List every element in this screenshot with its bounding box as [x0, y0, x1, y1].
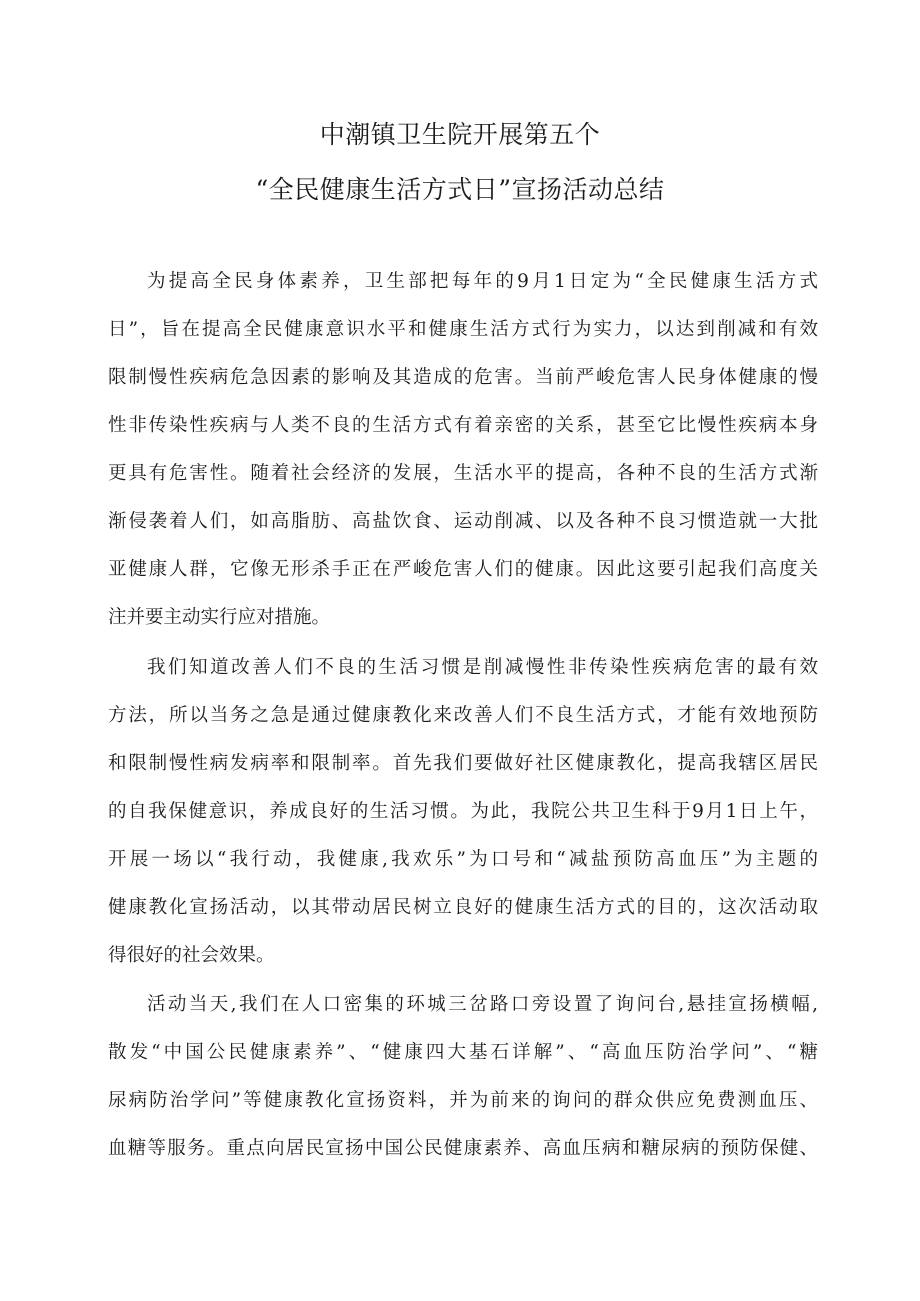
- paragraph-1-line: 性非传染性疾病与人类不良的生活方式有着亲密的关系，甚至它比慢性疾病本身: [108, 415, 818, 436]
- paragraph-1-line: 限制慢性疾病危急因素的影响及其造成的危害。当前严峻危害人民身体健康的慢: [108, 367, 818, 388]
- paragraph-1-line: 渐侵袭着人们，如高脂肪、高盐饮食、运动削减、以及各种不良习惯造就一大批: [108, 511, 818, 532]
- paragraph-2-line: 健康教化宣扬活动，以其带动居民树立良好的健康生活方式的目的，这次活动取: [108, 897, 818, 918]
- paragraph-1-line: 亚健康人群，它像无形杀手正在严峻危害人们的健康。因此这要引起我们高度关: [108, 559, 818, 580]
- paragraph-1-line: 注并要主动实行应对措施。: [108, 607, 331, 628]
- paragraph-2-line: 和限制慢性病发病率和限制率。首先我们要做好社区健康教化，提高我辖区居民: [108, 753, 818, 774]
- paragraph-3-line: 尿病防治学问”等健康教化宣扬资料，并为前来的询问的群众供应免费测血压、: [108, 1090, 818, 1111]
- paragraph-1-line: 更具有危害性。随着社会经济的发展，生活水平的提高，各种不良的生活方式渐: [108, 463, 818, 484]
- document-title-line-1: 中潮镇卫生院开展第五个: [319, 120, 601, 149]
- paragraph-1-line: 为提高全民身体素养，卫生部把每年的9月1日定为“全民健康生活方式: [147, 271, 818, 292]
- paragraph-2-line: 方法，所以当务之急是通过健康教化来改善人们不良生活方式，才能有效地预防: [108, 705, 818, 726]
- paragraph-2-line: 开展一场以“我行动，我健康,我欢乐”为口号和“减盐预防高血压”为主题的: [108, 849, 818, 870]
- paragraph-3-line: 散发“中国公民健康素养”、“健康四大基石详解”、“高血压防治学问”、“糖: [108, 1042, 818, 1063]
- paragraph-2-line: 的自我保健意识，养成良好的生活习惯。为此，我院公共卫生科于9月1日上午，: [108, 801, 818, 822]
- paragraph-2-line: 得很好的社会效果。: [108, 945, 275, 966]
- paragraph-2-line: 我们知道改善人们不良的生活习惯是削减慢性非传染性疾病危害的最有效: [147, 657, 818, 678]
- document-title-line-2: “全民健康生活方式日”宣扬活动总结: [255, 175, 665, 204]
- paragraph-3-line: 血糖等服务。重点向居民宣扬中国公民健康素养、高血压病和糖尿病的预防保健、: [108, 1138, 818, 1159]
- paragraph-3-line: 活动当天,我们在人口密集的环城三岔路口旁设置了询问台,悬挂宣扬横幅,: [147, 994, 818, 1015]
- paragraph-1-line: 日”，旨在提高全民健康意识水平和健康生活方式行为实力，以达到削减和有效: [108, 319, 818, 340]
